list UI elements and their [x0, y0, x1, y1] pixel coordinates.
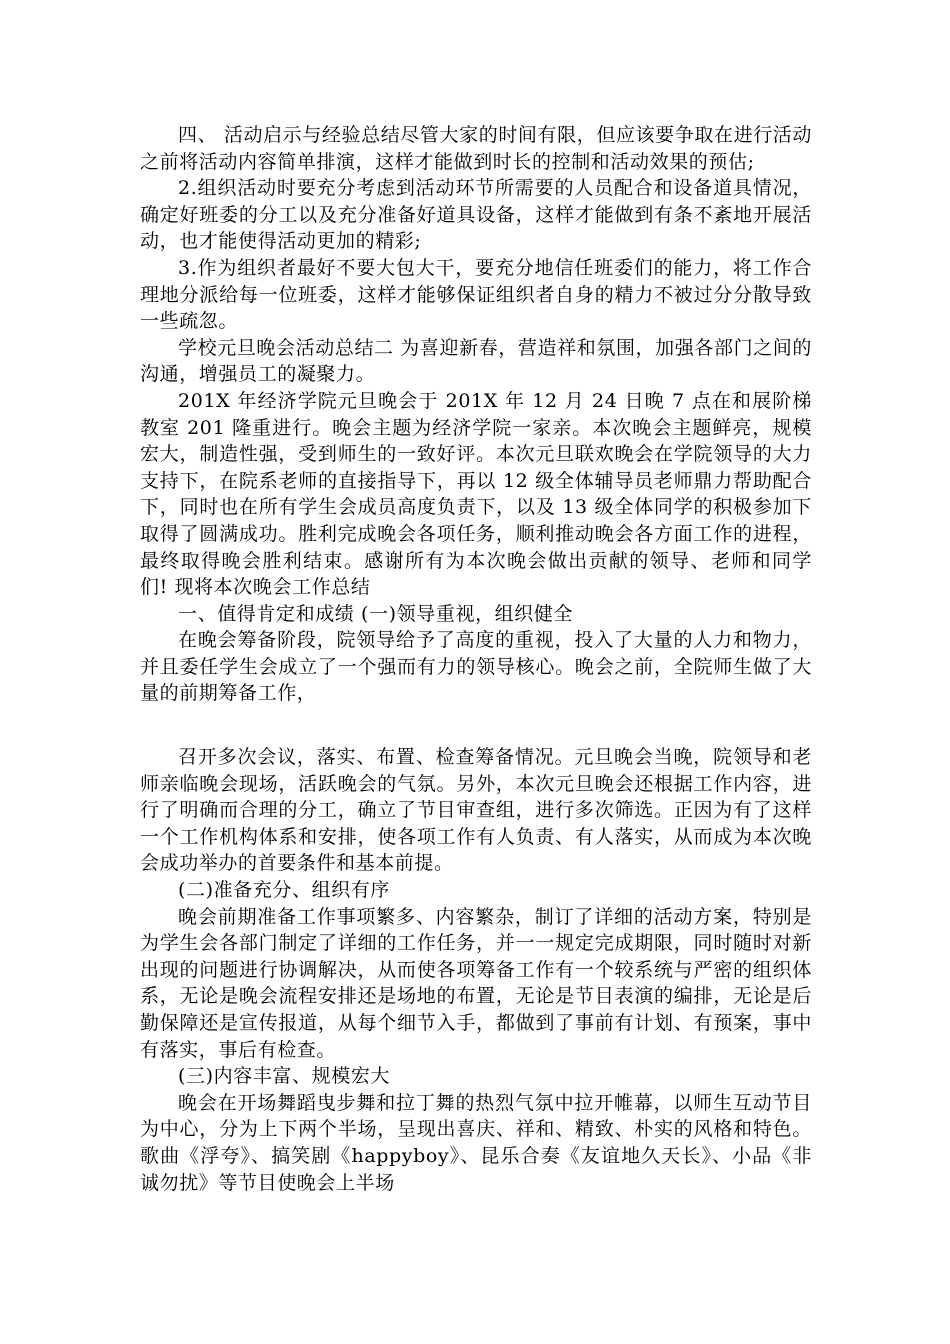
- section-heading-preparation: (二)准备充分、组织有序: [178, 878, 391, 901]
- document-body-section-1: [140, 122, 812, 707]
- document-body-section-2: [140, 744, 812, 1196]
- paragraph-gala-overview: 201X 年经济学院元旦晚会于 201X 年 12 月 24 日晚 7 点在和展阶梯教室 201 隆重进行。晚会主题为经济学院一家亲。本次晚会主题鲜亮，规模宏大，制造性强，受到师生的一致好评。本次元旦联欢晚会在学院领导的大力支持下，在院系老师的直接指导下，再以 12 级全体辅导员老师鼎力帮助配合下，同时也在所有学生会成员高度负责下，以及 13 级全体同学的积极参加下取得了圆满成功。胜利完成晚会各项任务，顺利推动晚会各方面工作的进程，最终取得晚会胜利结束。感谢所有为本次晚会做出贡献的领导、老师和同学们! 现将本次晚会工作总结: [140, 389, 812, 599]
- paragraph-lessons-intro: 四、 活动启示与经验总结尽管大家的时间有限，但应该要争取在进行活动之前将活动内容简单排演，这样才能做到时长的控制和活动效果的预估;: [140, 124, 812, 173]
- section-heading-achievements: 一、值得肯定和成绩 (一)领导重视，组织健全: [178, 602, 574, 625]
- paragraph-lesson-3: 3.作为组织者最好不要大包大干，要充分地信任班委们的能力，将工作合理地分派给每一位班委，这样才能够保证组织者自身的精力不被过分分散导致一些疏忽。: [140, 256, 812, 333]
- paragraph-leadership-attention: 在晚会筹备阶段，院领导给予了高度的重视，投入了大量的人力和物力，并且委任学生会成立了一个强而有力的领导核心。晚会之前，全院师生做了大量的前期筹备工作，: [140, 629, 812, 705]
- paragraph-meetings-and-division: 召开多次会议，落实、布置、检查筹备情况。元旦晚会当晚，院领导和老师亲临晚会现场，活跃晚会的气氛。另外，本次元旦晚会还根据工作内容，进行了明确而合理的分工，确立了节目审查组，进行多次筛选。正因为有了这样一个工作机构体系和安排，使各项工作有人负责、有人落实，从而成为本次晚会成功举办的首要条件和基本前提。: [140, 746, 812, 875]
- paragraph-program-content: 晚会在开场舞蹈曳步舞和拉丁舞的热烈气氛中拉开帷幕，以师生互动节目为中心，分为上下两个半场，呈现出喜庆、祥和、精致、朴实的风格和特色。歌曲《浮夸》、搞笑剧《happyboy》、昆乐合奏《友谊地久天长》、小品《非诚勿扰》等节目使晚会上半场: [140, 1091, 812, 1194]
- paragraph-lesson-2: 2.组织活动时要充分考虑到活动环节所需要的人员配合和设备道具情况，确定好班委的分工以及充分准备好道具设备，这样才能做到有条不紊地开展活动，也才能使得活动更加的精彩;: [140, 177, 812, 253]
- paragraph-preparation-details: 晚会前期准备工作事项繁多、内容繁杂，制订了详细的活动方案，特别是为学生会各部门制定了详细的工作任务，并一一规定完成期限，同时随时对新出现的问题进行协调解决，从而使各项筹备工作有一个较系统与严密的组织体系，无论是晚会流程安排还是场地的布置，无论是节目表演的编排，无论是后勤保障还是宣传报道，从每个细节入手，都做到了事前有计划、有预案，事中有落实，事后有检查。: [140, 905, 812, 1061]
- paragraph-summary-two-intro: 学校元旦晚会活动总结二 为喜迎新春，营造祥和氛围，加强各部门之间的沟通，增强员工的凝聚力。: [140, 336, 812, 386]
- section-heading-content: (三)内容丰富、规模宏大: [178, 1065, 391, 1088]
